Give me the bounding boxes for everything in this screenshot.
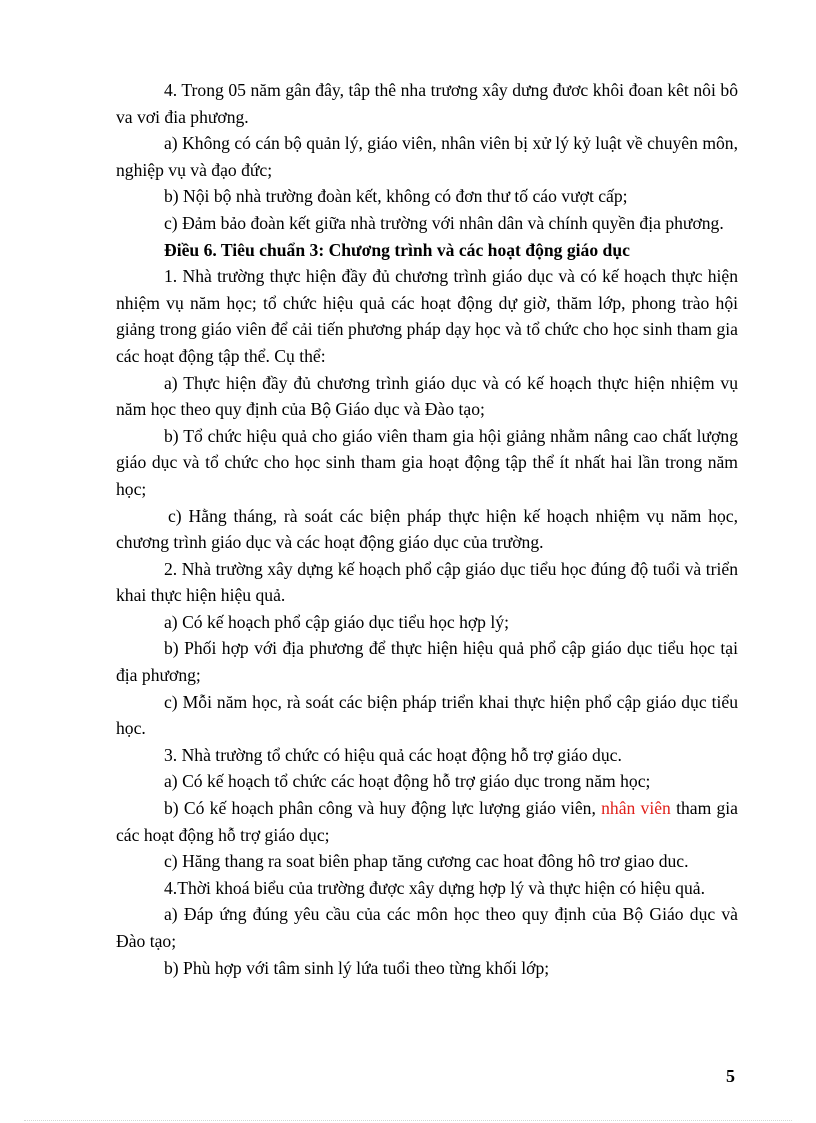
paragraph-18: 4.Thời khoá biểu của trường được xây dựng hợp lý và thực hiện có hiệu quả. — [164, 877, 705, 898]
paragraph-3: b) Nội bộ nhà trường đoàn kết, không có đơn thư tố cáo vượt cấp; — [164, 186, 628, 207]
paragraph-12: b) Phối hợp với địa phương để thực hiện hiệu quả phổ cập giáo dục tiểu học tại địa phương; — [116, 638, 738, 686]
paragraph-14: 3. Nhà trường tổ chức có hiệu quả các hoạt động hỗ trợ giáo dục. — [164, 744, 622, 765]
paragraph-10: 2. Nhà trường xây dựng kế hoạch phổ cập giáo dục tiểu học đúng độ tuổi và triển khai thực hiện hiệu quả. — [116, 558, 738, 606]
paragraph-6: 1. Nhà trường thực hiện đầy đủ chương trình giáo dục và có kế hoạch thực hiện nhiệm vụ năm học; tổ chức hiệu quả các hoạt động dự giờ, thăm lớp, phong trào hội giảng trong giáo viên để cải tiến phương pháp dạy học và tổ chức cho học sinh tham gia các hoạt động tập thể. Cụ thể: — [116, 266, 738, 366]
paragraph-15: a) Có kế hoạch tổ chức các hoạt động hỗ trợ giáo dục trong năm học; — [164, 771, 651, 792]
highlighted-text: nhân viên — [601, 798, 671, 819]
article-heading: Điều 6. Tiêu chuẩn 3: Chương trình và các hoạt động giáo dục — [164, 239, 630, 260]
paragraph-19: a) Đáp ứng đúng yêu cầu của các môn học theo quy định của Bộ Giáo dục và Đào tạo; — [116, 904, 738, 951]
paragraph-16-end: tham gia các hoạt động hỗ trợ giáo dục; — [116, 798, 738, 845]
paragraph-4: c) Đảm bảo đoàn kết giữa nhà trường với nhân dân và chính quyền địa phương. — [164, 212, 724, 233]
paragraph-9: c) Hằng tháng, rà soát các biện pháp thực hiện kế hoạch nhiệm vụ năm học, chương trình giáo dục và các hoạt động giáo dục của trường. — [116, 505, 738, 553]
document-body — [116, 77, 738, 981]
paragraph-7: a) Thực hiện đầy đủ chương trình giáo dục và có kế hoạch thực hiện nhiệm vụ năm học theo quy định của Bộ Giáo dục và Đào tạo; — [116, 372, 738, 420]
paragraph-16-start: b) Có kế hoạch phân công và huy động lực lượng giáo viên, — [164, 798, 596, 819]
paragraph-13: c) Mỗi năm học, rà soát các biện pháp triển khai thực hiện phổ cập giáo dục tiểu học. — [116, 691, 738, 739]
paragraph-17: c) Hăng thang ra soat biên phap tăng cương cac hoat đông hô trơ giao duc. — [164, 851, 689, 872]
page-bottom-divider — [24, 1120, 792, 1121]
paragraph-8: b) Tổ chức hiệu quả cho giáo viên tham gia hội giảng nhằm nâng cao chất lượng giáo dục và tổ chức cho học sinh tham gia hoạt động tập thể ít nhất hai lần trong năm học; — [116, 425, 738, 499]
paragraph-16 — [116, 795, 738, 848]
paragraph-11: a) Có kế hoạch phổ cập giáo dục tiểu học hợp lý; — [164, 611, 509, 632]
page-number: 5 — [726, 1066, 735, 1086]
paragraph-20: b) Phù hợp với tâm sinh lý lứa tuổi theo từng khối lớp; — [164, 957, 550, 978]
paragraph-2: a) Không có cán bộ quản lý, giáo viên, nhân viên bị xử lý kỷ luật về chuyên môn, nghiệp vụ và đạo đức; — [116, 133, 738, 180]
paragraph-1: 4. Trong 05 năm gân đây, tâp thê nha trương xây dưng đươc khôi đoan kêt nôi bô va vơi đia phương. — [116, 80, 738, 127]
